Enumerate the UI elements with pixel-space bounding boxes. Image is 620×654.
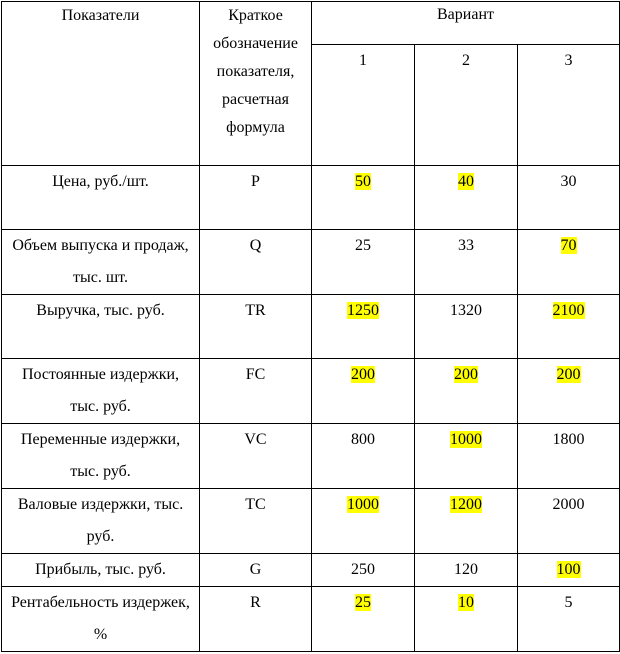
- row-label: Рентабельность издержек, %: [2, 587, 200, 652]
- value-text: 1320: [450, 302, 482, 319]
- variant-number-3: 3: [518, 45, 620, 166]
- value-text: 1200: [450, 496, 482, 513]
- value-text: 120: [454, 561, 478, 578]
- value-text: 50: [355, 173, 371, 190]
- variant-number-1: 1: [312, 45, 415, 166]
- value-text: 1800: [552, 431, 585, 448]
- value-text: 200: [556, 366, 581, 383]
- table-row: [2, 359, 620, 424]
- value-cell-variant-1: [312, 359, 415, 424]
- table-row: [2, 587, 620, 652]
- value-text: 40: [458, 173, 474, 190]
- row-code: VC: [200, 424, 312, 489]
- value-text: 100: [556, 561, 581, 578]
- table-row: [2, 489, 620, 554]
- value-cell-variant-3: [518, 166, 620, 230]
- table-row: [2, 166, 620, 230]
- row-code: R: [200, 587, 312, 652]
- variant-number-2: 2: [415, 45, 518, 166]
- row-code: FC: [200, 359, 312, 424]
- value-cell-variant-1: [312, 166, 415, 230]
- value-cell-variant-1: [312, 230, 415, 295]
- row-label: Постоянные издержки, тыс. руб.: [2, 359, 200, 424]
- value-cell-variant-2: [415, 359, 518, 424]
- value-cell-variant-2: [415, 295, 518, 359]
- value-text: 25: [355, 237, 371, 254]
- value-cell-variant-3: [518, 489, 620, 554]
- value-cell-variant-2: [415, 424, 518, 489]
- value-cell-variant-3: [518, 424, 620, 489]
- value-cell-variant-3: [518, 359, 620, 424]
- row-label: Цена, руб./шт.: [2, 166, 200, 230]
- value-text: 1250: [347, 302, 379, 319]
- header-notation: Краткое обозначение показателя, расчетная формула: [200, 2, 312, 166]
- value-text: 1000: [450, 431, 482, 448]
- table-row: [2, 424, 620, 489]
- table-container: [1, 1, 620, 652]
- value-cell-variant-2: [415, 166, 518, 230]
- row-label: Валовые издержки, тыс. руб.: [2, 489, 200, 554]
- value-text: 5: [564, 594, 573, 611]
- value-cell-variant-3: [518, 587, 620, 652]
- row-code: G: [200, 554, 312, 587]
- value-text: 33: [458, 237, 474, 254]
- value-cell-variant-3: [518, 554, 620, 587]
- value-cell-variant-1: [312, 295, 415, 359]
- value-cell-variant-3: [518, 295, 620, 359]
- header-indicator: Показатели: [2, 2, 200, 166]
- value-text: 70: [560, 237, 577, 254]
- row-label: Объем выпуска и продаж, тыс. шт.: [2, 230, 200, 295]
- value-cell-variant-1: [312, 489, 415, 554]
- value-text: 1000: [347, 496, 379, 513]
- value-text: 2000: [552, 496, 585, 513]
- table-row: [2, 554, 620, 587]
- table-row: [2, 295, 620, 359]
- value-cell-variant-2: [415, 587, 518, 652]
- value-cell-variant-1: [312, 587, 415, 652]
- value-cell-variant-1: [312, 554, 415, 587]
- header-variant: Вариант: [312, 2, 620, 45]
- table-row: [2, 230, 620, 295]
- value-text: 200: [351, 366, 375, 383]
- value-cell-variant-3: [518, 230, 620, 295]
- row-label: Переменные издержки, тыс. руб.: [2, 424, 200, 489]
- value-text: 250: [351, 561, 375, 578]
- row-code: TC: [200, 489, 312, 554]
- value-cell-variant-1: [312, 424, 415, 489]
- value-text: 800: [351, 431, 375, 448]
- value-text: 25: [355, 594, 371, 611]
- row-label: Прибыль, тыс. руб.: [2, 554, 200, 587]
- value-text: 2100: [552, 302, 585, 319]
- value-text: 30: [560, 173, 577, 190]
- value-cell-variant-2: [415, 489, 518, 554]
- value-cell-variant-2: [415, 230, 518, 295]
- header-row: [2, 2, 620, 45]
- indicators-table: [1, 1, 620, 652]
- value-cell-variant-2: [415, 554, 518, 587]
- row-label: Выручка, тыс. руб.: [2, 295, 200, 359]
- value-text: 10: [458, 594, 474, 611]
- row-code: TR: [200, 295, 312, 359]
- value-text: 200: [454, 366, 478, 383]
- row-code: P: [200, 166, 312, 230]
- row-code: Q: [200, 230, 312, 295]
